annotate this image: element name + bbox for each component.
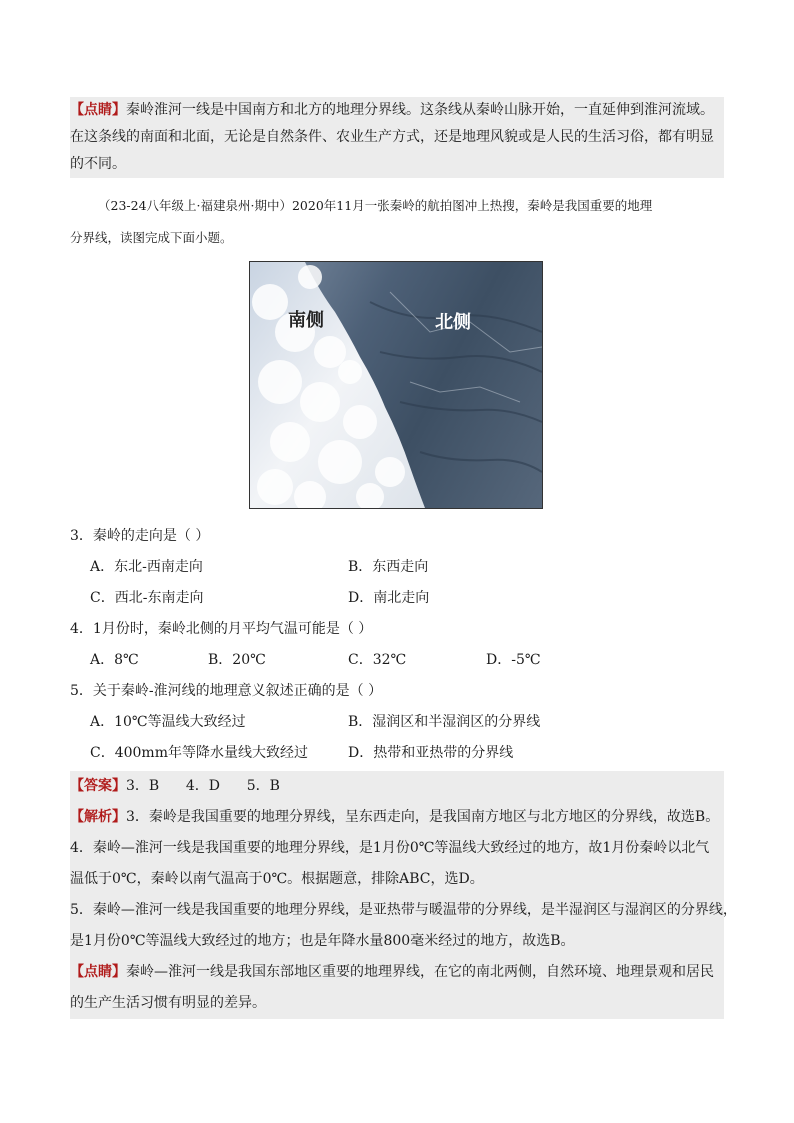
label-north: 北侧 — [435, 312, 471, 332]
q4-option-d: D．-5℃ — [486, 652, 541, 668]
q3-option-b: B．东西走向 — [348, 559, 429, 575]
tip1-line-3: 的不同。 — [70, 156, 126, 172]
tip1-line-1 — [70, 97, 724, 124]
tip1-line-2: 在这条线的南面和北面，无论是自然条件、农业生产方式，还是地理风貌或是人民的生活习俗，都有明显 — [70, 129, 714, 145]
intro-line-2: 分界线，读图完成下面小题。 — [70, 230, 233, 245]
q5-option-b: B．湿润区和半湿润区的分界线 — [348, 714, 541, 730]
analysis-line-2: 4．秦岭—淮河一线是我国重要的地理分界线，是1月份0℃等温线大致经过的地方，故1月份秦岭以北气 — [70, 840, 710, 856]
answer-line — [70, 771, 724, 802]
q3-option-a: A．东北-西南走向 — [90, 559, 203, 575]
tip2-line-1 — [70, 957, 724, 988]
question-intro — [70, 190, 724, 254]
tip1-text-1: 秦岭淮河一线是中国南方和北方的地理分界线。这条线从秦岭山脉开始，一直延伸到淮河流域。 — [126, 102, 714, 118]
q3-stem: 3．秦岭的走向是（ ） — [70, 528, 210, 544]
analysis-tag: 【解析】 — [70, 809, 126, 825]
qinling-aerial-photo — [249, 261, 543, 509]
q5-option-c: C．400mm年等降水量线大致经过 — [90, 745, 308, 761]
q3-row-1 — [70, 552, 724, 583]
tip2-line-2: 的生产生活习惯有明显的差异。 — [70, 995, 266, 1011]
q4-stem: 4．1月份时，秦岭北侧的月平均气温可能是（ ） — [70, 621, 373, 637]
analysis-line-3: 温低于0℃，秦岭以南气温高于0℃。根据题意，排除ABC，选D。 — [70, 871, 484, 887]
aerial-photo-illustration — [250, 262, 542, 508]
tip2-tag: 【点睛】 — [70, 964, 126, 980]
questions — [70, 521, 724, 769]
q5-option-d: D．热带和亚热带的分界线 — [348, 745, 514, 761]
q3-option-d: D．南北走向 — [348, 590, 430, 606]
intro-line-1: （23-24八年级上·福建泉州·期中）2020年11月一张秦岭的航拍图冲上热搜，秦岭是我国重要的地理 — [98, 198, 653, 213]
label-south: 南侧 — [288, 310, 324, 330]
q5-row-2 — [70, 738, 724, 769]
q5-option-a: A．10℃等温线大致经过 — [90, 714, 246, 730]
q3-option-c: C．西北-东南走向 — [90, 590, 204, 606]
analysis-line-4: 5．秦岭—淮河一线是我国重要的地理分界线，是亚热带与暖温带的分界线，是半湿润区与湿润区的分界线， — [70, 902, 737, 918]
q5-row-1 — [70, 707, 724, 738]
analysis-line-1 — [70, 802, 724, 833]
analysis-line-5: 是1月份0℃等温线大致经过的地方；也是年降水量800毫米经过的地方，故选B。 — [70, 933, 575, 949]
q4-option-c: C．32℃ — [348, 652, 407, 668]
q3-row-2 — [70, 583, 724, 614]
tip1-tag: 【点睛】 — [70, 102, 126, 118]
q5-stem: 5．关于秦岭-淮河线的地理意义叙述正确的是（ ） — [70, 683, 383, 699]
tip2-text-1: 秦岭—淮河一线是我国东部地区重要的地理界线，在它的南北两侧，自然环境、地理景观和居民 — [126, 964, 714, 980]
q4-option-a: A．8℃ — [90, 652, 139, 668]
answer-analysis-block — [70, 771, 737, 1019]
q4-row — [70, 645, 724, 676]
q4-option-b: B．20℃ — [208, 652, 266, 668]
analysis-text-1: 3．秦岭是我国重要的地理分界线，呈东西走向，是我国南方地区与北方地区的分界线，故选B。 — [126, 809, 720, 825]
answer-text: 3．B 4．D 5．B — [126, 778, 280, 794]
tip-block-1 — [70, 97, 724, 178]
answer-tag: 【答案】 — [70, 778, 126, 794]
